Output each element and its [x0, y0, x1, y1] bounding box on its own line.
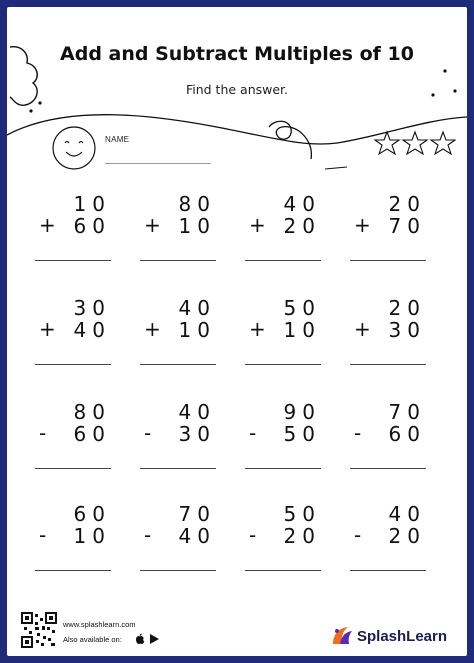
apple-icon[interactable]	[136, 634, 144, 645]
worksheet-page	[7, 7, 467, 656]
math-problem	[35, 402, 111, 474]
answer-line[interactable]	[245, 570, 321, 571]
answer-line[interactable]	[140, 260, 216, 261]
splashlearn-logo-icon	[330, 624, 354, 648]
problem-bottom-number: 60	[388, 422, 426, 446]
math-problem	[350, 504, 426, 576]
answer-line[interactable]	[35, 260, 111, 261]
problem-bottom-number: 20	[388, 524, 426, 548]
math-problem	[35, 504, 111, 576]
problem-bottom-number: 50	[283, 422, 321, 446]
problem-operator: +	[249, 213, 266, 237]
math-problem	[350, 402, 426, 474]
problem-top-number: 10	[73, 192, 111, 216]
problem-top-number: 40	[388, 502, 426, 526]
answer-line[interactable]	[140, 468, 216, 469]
answer-line[interactable]	[245, 468, 321, 469]
problem-top-number: 60	[73, 502, 111, 526]
name-label: NAME	[105, 135, 130, 144]
answer-line[interactable]	[35, 468, 111, 469]
answer-line[interactable]	[350, 260, 426, 261]
answer-line[interactable]	[350, 364, 426, 365]
problem-operator: +	[354, 317, 371, 341]
problem-operator: -	[354, 523, 362, 547]
problem-operator: -	[249, 523, 257, 547]
math-problem	[35, 194, 111, 266]
problem-bottom-number: 60	[73, 422, 111, 446]
worksheet-title: Add and Subtract Multiples of 10	[60, 43, 414, 65]
problem-operator: +	[144, 317, 161, 341]
answer-line[interactable]	[350, 468, 426, 469]
answer-line[interactable]	[35, 364, 111, 365]
problem-top-number: 70	[178, 502, 216, 526]
problem-bottom-number: 40	[73, 318, 111, 342]
problem-operator: -	[144, 523, 152, 547]
problem-bottom-number: 60	[73, 214, 111, 238]
brand-name: SplashLearn	[357, 628, 448, 645]
problem-top-number: 40	[283, 192, 321, 216]
problem-bottom-number: 10	[178, 318, 216, 342]
math-problem	[350, 194, 426, 266]
math-problem	[350, 298, 426, 370]
problem-top-number: 80	[178, 192, 216, 216]
problem-operator: +	[39, 213, 56, 237]
math-problem	[140, 402, 216, 474]
answer-line[interactable]	[140, 364, 216, 365]
math-problem	[140, 504, 216, 576]
answer-line[interactable]	[245, 364, 321, 365]
problem-top-number: 70	[388, 400, 426, 424]
math-problem	[245, 504, 321, 576]
answer-line[interactable]	[35, 570, 111, 571]
problem-operator: -	[354, 421, 362, 445]
math-problem	[245, 402, 321, 474]
problem-bottom-number: 10	[283, 318, 321, 342]
smiley-face-icon	[51, 125, 97, 171]
answer-line[interactable]	[245, 260, 321, 261]
math-problem	[245, 194, 321, 266]
play-store-icon[interactable]	[150, 634, 159, 644]
rating-stars-icon	[374, 130, 456, 158]
problem-top-number: 20	[388, 192, 426, 216]
problem-top-number: 40	[178, 296, 216, 320]
problem-bottom-number: 20	[283, 214, 321, 238]
math-problem	[245, 298, 321, 370]
problem-top-number: 80	[73, 400, 111, 424]
problem-bottom-number: 30	[388, 318, 426, 342]
available-on-label: Also available on:	[63, 635, 122, 644]
name-field-line[interactable]	[105, 163, 211, 164]
math-problem	[140, 194, 216, 266]
problem-operator: -	[39, 421, 47, 445]
problem-bottom-number: 40	[178, 524, 216, 548]
problem-operator: +	[144, 213, 161, 237]
store-icons	[134, 633, 160, 645]
problem-operator: +	[354, 213, 371, 237]
website-url[interactable]: www.splashlearn.com	[63, 620, 136, 629]
answer-line[interactable]	[350, 570, 426, 571]
problem-operator: -	[249, 421, 257, 445]
problem-top-number: 90	[283, 400, 321, 424]
problem-top-number: 50	[283, 296, 321, 320]
problem-bottom-number: 20	[283, 524, 321, 548]
problem-bottom-number: 10	[178, 214, 216, 238]
problem-operator: -	[39, 523, 47, 547]
math-problem	[140, 298, 216, 370]
problem-bottom-number: 30	[178, 422, 216, 446]
problem-top-number: 40	[178, 400, 216, 424]
problem-operator: +	[249, 317, 266, 341]
problem-top-number: 20	[388, 296, 426, 320]
problem-bottom-number: 70	[388, 214, 426, 238]
qr-code-icon	[21, 612, 57, 648]
problem-operator: -	[144, 421, 152, 445]
worksheet-instruction: Find the answer.	[185, 82, 289, 97]
problem-bottom-number: 10	[73, 524, 111, 548]
splashlearn-brand[interactable]	[330, 624, 460, 650]
math-problem	[35, 298, 111, 370]
problem-operator: +	[39, 317, 56, 341]
problem-top-number: 50	[283, 502, 321, 526]
answer-line[interactable]	[140, 570, 216, 571]
problem-top-number: 30	[73, 296, 111, 320]
